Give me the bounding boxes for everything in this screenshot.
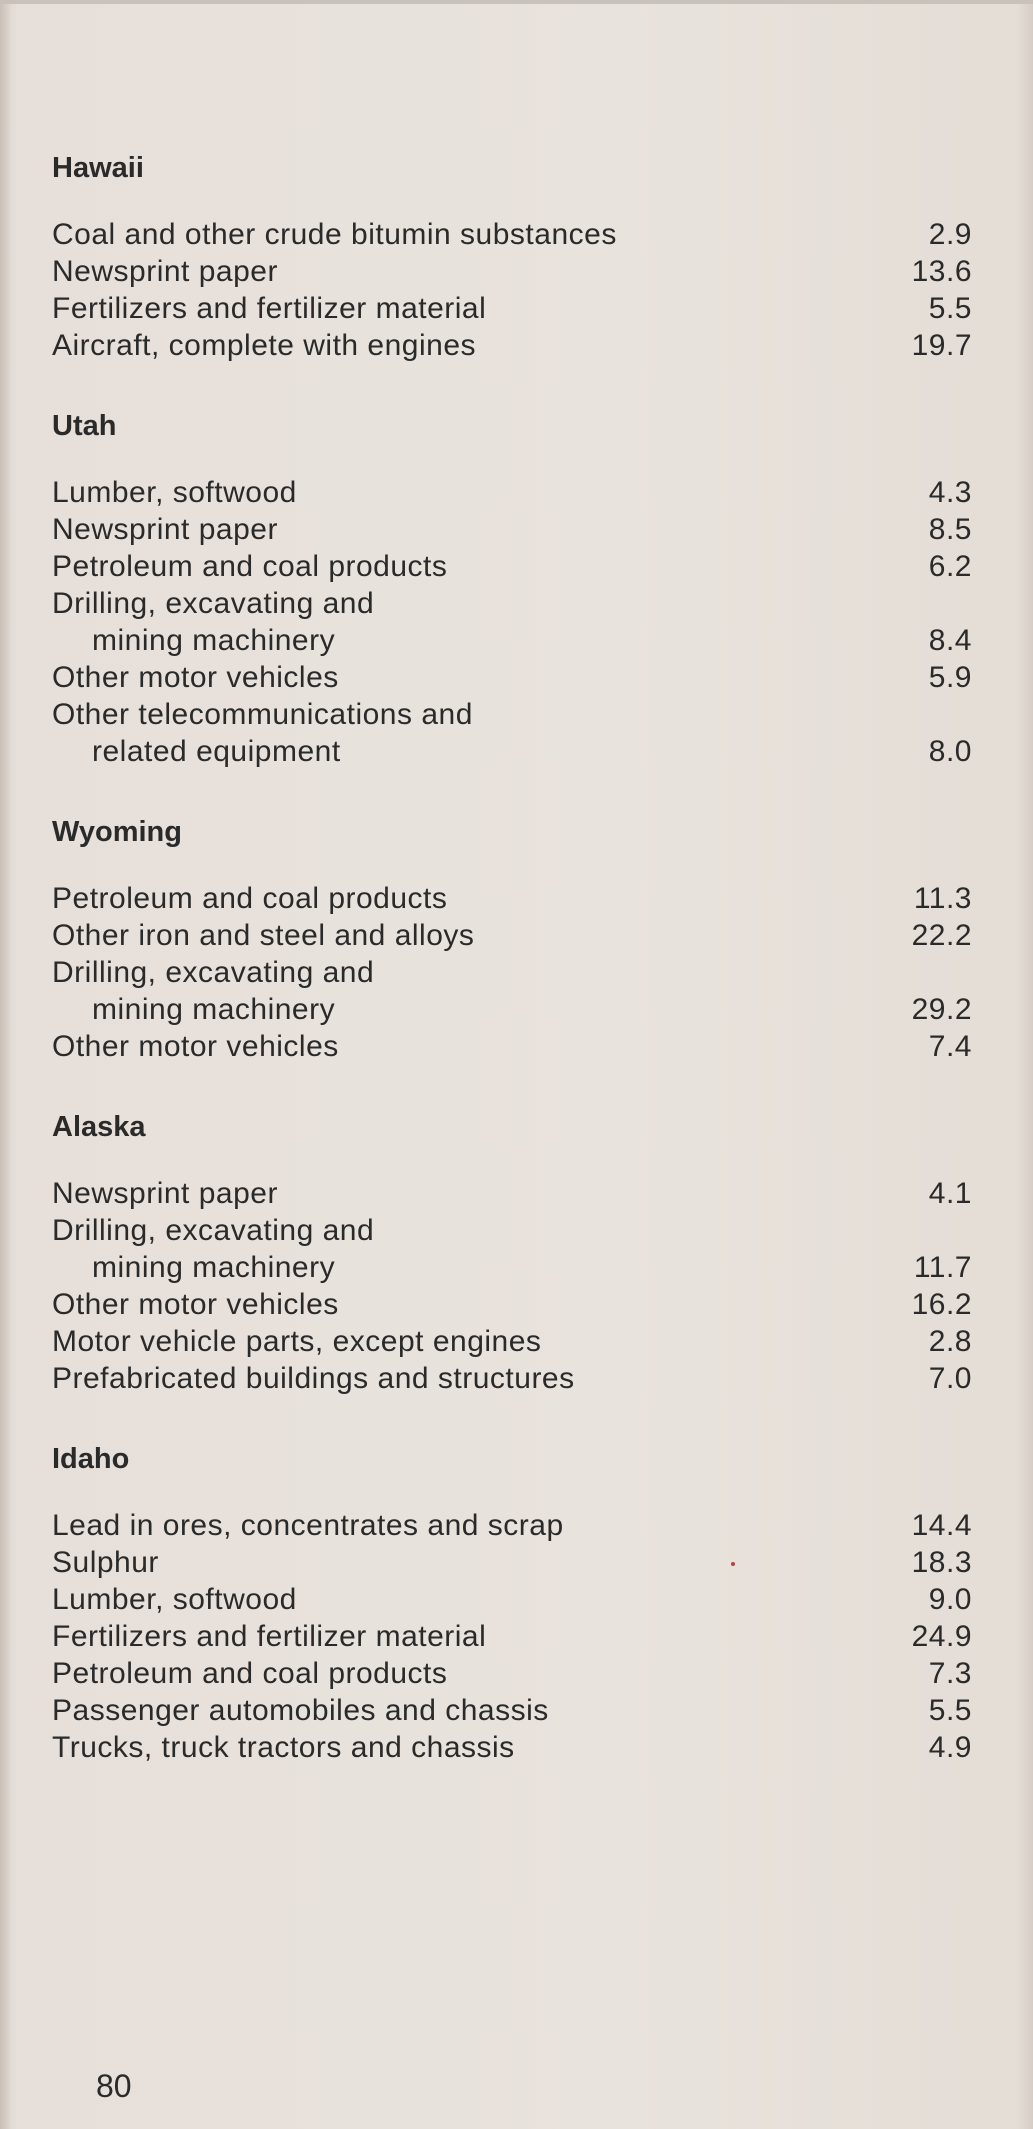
commodity-row bbox=[52, 1212, 972, 1286]
commodity-label bbox=[52, 1729, 515, 1766]
commodity-label-line: Newsprint paper bbox=[52, 1177, 278, 1210]
commodity-label bbox=[52, 1655, 447, 1692]
commodity-label bbox=[52, 216, 617, 253]
commodity-value: 8.4 bbox=[928, 624, 972, 657]
commodity-label bbox=[52, 696, 473, 770]
commodity-value: 8.0 bbox=[928, 735, 972, 768]
commodity-value: 19.7 bbox=[911, 329, 972, 362]
commodity-value: 13.6 bbox=[911, 255, 972, 288]
commodity-value: 2.9 bbox=[928, 218, 972, 251]
commodity-label-line: Drilling, excavating and bbox=[52, 1214, 375, 1247]
commodity-value: 4.3 bbox=[928, 476, 972, 509]
commodity-row bbox=[52, 1360, 972, 1397]
commodity-label-line: Coal and other crude bitumin substances bbox=[52, 218, 617, 251]
commodity-label bbox=[52, 954, 374, 1028]
commodity-label-line: Drilling, excavating and bbox=[52, 956, 375, 989]
commodity-label-line: Newsprint paper bbox=[52, 513, 278, 546]
commodity-label bbox=[52, 1360, 575, 1397]
commodity-label-line: Petroleum and coal products bbox=[52, 882, 448, 915]
state-section-hawaii bbox=[52, 150, 972, 364]
commodity-value: 24.9 bbox=[911, 1620, 972, 1653]
state-heading: Hawaii bbox=[52, 152, 144, 184]
commodity-row bbox=[52, 1175, 972, 1212]
commodity-label bbox=[52, 1507, 564, 1544]
binding-edge bbox=[0, 0, 10, 2129]
commodity-label bbox=[52, 1286, 339, 1323]
commodity-label bbox=[52, 290, 486, 327]
state-section-utah bbox=[52, 408, 972, 770]
state-commodity-list bbox=[52, 150, 972, 1810]
commodity-label bbox=[52, 880, 447, 917]
commodity-value: 5.5 bbox=[928, 1694, 972, 1727]
commodity-value: 8.5 bbox=[928, 513, 972, 546]
commodity-label-line: Petroleum and coal products bbox=[52, 550, 448, 583]
state-heading: Alaska bbox=[52, 1111, 146, 1143]
commodity-label-continuation: mining machinery bbox=[92, 624, 336, 657]
commodity-value: 2.8 bbox=[928, 1325, 972, 1358]
commodity-label-line: Fertilizers and fertilizer material bbox=[52, 1620, 487, 1653]
commodity-label-line: Sulphur bbox=[52, 1546, 159, 1579]
commodity-label-line: Lumber, softwood bbox=[52, 476, 297, 509]
commodity-label bbox=[52, 659, 339, 696]
commodity-label-line: Aircraft, complete with engines bbox=[52, 329, 477, 362]
commodity-row bbox=[52, 511, 972, 548]
commodity-label bbox=[52, 253, 278, 290]
commodity-row bbox=[52, 1655, 972, 1692]
commodity-row bbox=[52, 327, 972, 364]
state-heading: Utah bbox=[52, 410, 117, 442]
state-section-alaska bbox=[52, 1109, 972, 1397]
commodity-value: 4.1 bbox=[928, 1177, 972, 1210]
commodity-row bbox=[52, 290, 972, 327]
commodity-label bbox=[52, 511, 278, 548]
commodity-label bbox=[52, 327, 476, 364]
commodity-label-line: Motor vehicle parts, except engines bbox=[52, 1325, 542, 1358]
commodity-label bbox=[52, 474, 297, 511]
commodity-value: 7.3 bbox=[928, 1657, 972, 1690]
commodity-label bbox=[52, 1028, 339, 1065]
commodity-row bbox=[52, 253, 972, 290]
commodity-label bbox=[52, 1175, 278, 1212]
commodity-label-line: Other iron and steel and alloys bbox=[52, 919, 475, 952]
commodity-row bbox=[52, 1028, 972, 1065]
commodity-label-continuation: related equipment bbox=[92, 735, 341, 768]
commodity-label-line: Lead in ores, concentrates and scrap bbox=[52, 1509, 564, 1542]
page-right-edge bbox=[1019, 0, 1033, 2129]
commodity-row bbox=[52, 696, 972, 770]
commodity-label-line: Trucks, truck tractors and chassis bbox=[52, 1731, 515, 1764]
commodity-label-continuation: mining machinery bbox=[92, 993, 336, 1026]
ink-speck bbox=[731, 1562, 735, 1566]
commodity-label-line: Other motor vehicles bbox=[52, 1288, 339, 1321]
commodity-row bbox=[52, 1581, 972, 1618]
commodity-value: 4.9 bbox=[928, 1731, 972, 1764]
state-heading: Wyoming bbox=[52, 816, 182, 848]
commodity-label bbox=[52, 1323, 541, 1360]
commodity-row bbox=[52, 659, 972, 696]
commodity-value: 14.4 bbox=[911, 1509, 972, 1542]
commodity-label-line: Fertilizers and fertilizer material bbox=[52, 292, 487, 325]
commodity-label bbox=[52, 1212, 374, 1286]
commodity-row bbox=[52, 1544, 972, 1581]
commodity-label bbox=[52, 917, 474, 954]
commodity-row bbox=[52, 1507, 972, 1544]
commodity-value: 11.7 bbox=[913, 1251, 972, 1284]
state-heading: Idaho bbox=[52, 1443, 130, 1475]
commodity-row bbox=[52, 585, 972, 659]
commodity-value: 16.2 bbox=[911, 1288, 972, 1321]
commodity-label-line: Other motor vehicles bbox=[52, 1030, 339, 1063]
commodity-value: 11.3 bbox=[913, 882, 972, 915]
commodity-row bbox=[52, 1692, 972, 1729]
commodity-value: 6.2 bbox=[928, 550, 972, 583]
page-top-edge bbox=[0, 0, 1033, 4]
commodity-row bbox=[52, 954, 972, 1028]
state-section-wyoming bbox=[52, 814, 972, 1065]
page-number: 80 bbox=[96, 2068, 132, 2104]
commodity-row bbox=[52, 548, 972, 585]
commodity-label-line: Petroleum and coal products bbox=[52, 1657, 448, 1690]
commodity-value: 29.2 bbox=[911, 993, 972, 1026]
commodity-value: 18.3 bbox=[911, 1546, 972, 1579]
commodity-label-line: Drilling, excavating and bbox=[52, 587, 375, 620]
commodity-label-line: Other motor vehicles bbox=[52, 661, 339, 694]
commodity-label-line: Passenger automobiles and chassis bbox=[52, 1694, 549, 1727]
commodity-row bbox=[52, 216, 972, 253]
commodity-label-line: Lumber, softwood bbox=[52, 1583, 297, 1616]
commodity-label bbox=[52, 1544, 159, 1581]
commodity-row bbox=[52, 1618, 972, 1655]
commodity-value: 9.0 bbox=[928, 1583, 972, 1616]
commodity-label bbox=[52, 1581, 297, 1618]
commodity-label bbox=[52, 1692, 549, 1729]
commodity-row bbox=[52, 1729, 972, 1766]
commodity-value: 7.4 bbox=[928, 1030, 972, 1063]
commodity-label-line: Prefabricated buildings and structures bbox=[52, 1362, 575, 1395]
commodity-value: 5.5 bbox=[928, 292, 972, 325]
commodity-row bbox=[52, 917, 972, 954]
commodity-label bbox=[52, 548, 447, 585]
commodity-label-continuation: mining machinery bbox=[92, 1251, 336, 1284]
commodity-value: 7.0 bbox=[928, 1362, 972, 1395]
commodity-row bbox=[52, 880, 972, 917]
commodity-label-line: Newsprint paper bbox=[52, 255, 278, 288]
commodity-value: 22.2 bbox=[911, 919, 972, 952]
commodity-label bbox=[52, 585, 374, 659]
commodity-row bbox=[52, 1323, 972, 1360]
state-section-idaho bbox=[52, 1441, 972, 1766]
commodity-label bbox=[52, 1618, 486, 1655]
commodity-row bbox=[52, 1286, 972, 1323]
commodity-row bbox=[52, 474, 972, 511]
commodity-value: 5.9 bbox=[928, 661, 972, 694]
commodity-label-line: Other telecommunications and bbox=[52, 698, 473, 731]
